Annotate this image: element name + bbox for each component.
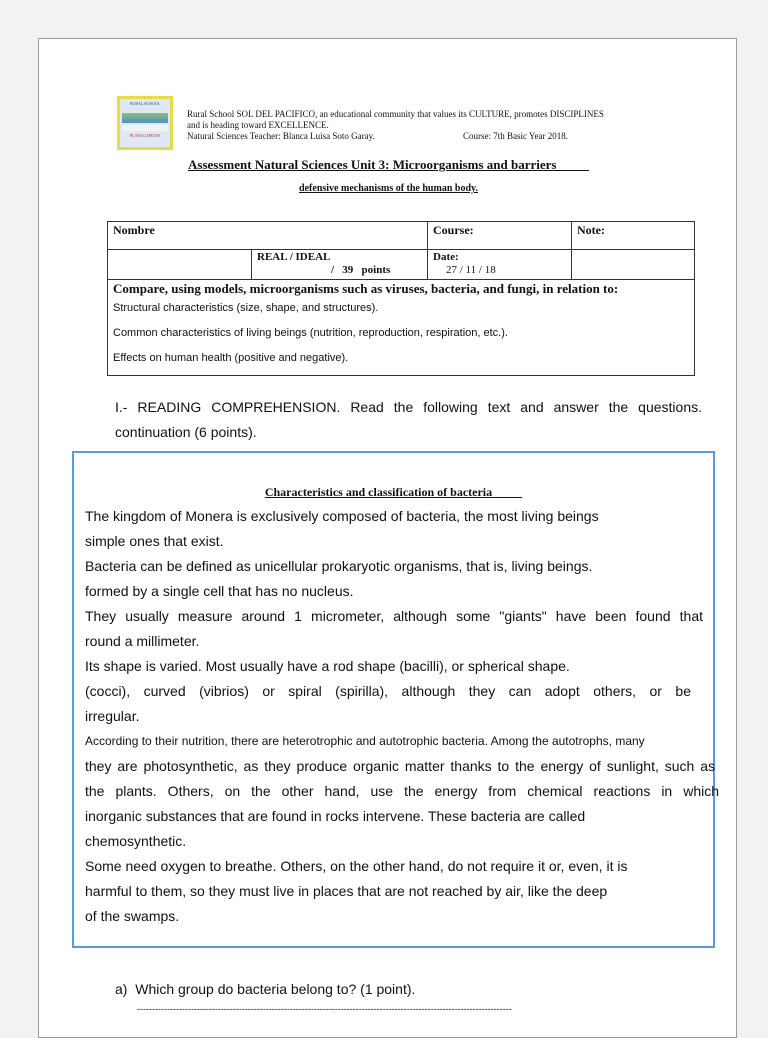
reading-body — [85, 504, 719, 929]
section-instruction-line1: I.- READING COMPREHENSION. Read the following text and answer the questions. — [115, 399, 702, 415]
teacher-name: Natural Sciences Teacher: Blanca Luisa Soto Garay. — [187, 131, 375, 141]
reading-line: (cocci), curved (vibrios) or spiral (spirilla), although they can adopt others, or be — [85, 683, 691, 699]
objectives-cell — [108, 280, 695, 376]
reading-line: chemosynthetic. — [85, 833, 187, 849]
reading-line: Some need oxygen to breathe. Others, on the other hand, do not require it or, even, it is — [85, 858, 628, 874]
reading-title: Characteristics and classification of bacteria — [264, 485, 493, 499]
school-motto-line2: and is heading toward EXCELLENCE. — [187, 120, 329, 130]
note-label: Note: — [572, 222, 695, 250]
reading-line: harmful to them, so they must live in places that are not reached by air, like the deep — [85, 883, 608, 899]
objective-item: Effects on human health (positive and negative). — [113, 352, 349, 364]
date-cell — [428, 250, 572, 280]
reading-line: round a millimeter. — [85, 633, 200, 649]
section-instruction-line2: continuation (6 points). — [115, 424, 257, 440]
date-value: 27 / 11 / 18 — [446, 264, 496, 276]
school-logo: RURAL SCHOOL PLAYA CAPITAN — [117, 96, 173, 150]
objective-item: Structural characteristics (size, shape, and structures). — [113, 302, 379, 314]
assessment-subtitle: defensive mechanisms of the human body. — [299, 183, 478, 194]
objective-heading: Compare, using models, microorganisms such as viruses, bacteria, and fungi, in relation to: — [113, 281, 619, 296]
reading-line: of the swamps. — [85, 908, 180, 924]
student-info-table — [107, 221, 695, 376]
reading-line: simple ones that exist. — [85, 533, 224, 549]
worksheet-page — [38, 38, 737, 1038]
score-cell — [252, 250, 428, 280]
assessment-title: Assessment Natural Sciences Unit 3: Microorganisms and barriers — [188, 157, 557, 172]
reading-line: inorganic substances that are found in rocks intervene. These bacteria are called — [85, 808, 586, 824]
answer-line-a[interactable]: ----------------------------------------------------------------------------------------------------------------------------- — [137, 1004, 512, 1014]
question-a: a) Which group do bacteria belong to? (1 point). — [115, 981, 416, 997]
course-year: Course: 7th Basic Year 2018. — [463, 131, 568, 141]
date-label: Date: — [433, 251, 459, 263]
reading-text-box — [72, 451, 719, 948]
reading-line: According to their nutrition, there are heterotrophic and autotrophic bacteria. Among the autotrophs, many — [85, 734, 645, 748]
reading-line: the plants. Others, on the other hand, use the energy from chemical reactions in which — [85, 783, 719, 799]
objective-item: Common characteristics of living beings (nutrition, reproduction, respiration, etc.). — [113, 327, 508, 339]
school-motto-line1: Rural School SOL DEL PACIFICO, an educational community that values its CULTURE, promotes DISCIPLINES — [187, 109, 604, 119]
reading-line: Its shape is varied. Most usually have a rod shape (bacilli), or spherical shape. — [85, 658, 570, 674]
reading-line: They usually measure around 1 micrometer, although some "giants" have been found that — [85, 608, 703, 624]
reading-line: The kingdom of Monera is exclusively composed of bacteria, the most living beings — [85, 508, 599, 524]
course-label: Course: — [428, 222, 572, 250]
reading-line: formed by a single cell that has no nucleus. — [85, 583, 354, 599]
reading-line: irregular. — [85, 708, 140, 724]
reading-line: they are photosynthetic, as they produce organic matter thanks to the energy of sunlight, such as — [85, 758, 715, 774]
points-total: / 39 points — [331, 264, 391, 276]
real-ideal-label: REAL / IDEAL — [257, 251, 331, 263]
nombre-label: Nombre — [108, 222, 428, 250]
reading-line: Bacteria can be defined as unicellular prokaryotic organisms, that is, living beings. — [85, 558, 593, 574]
